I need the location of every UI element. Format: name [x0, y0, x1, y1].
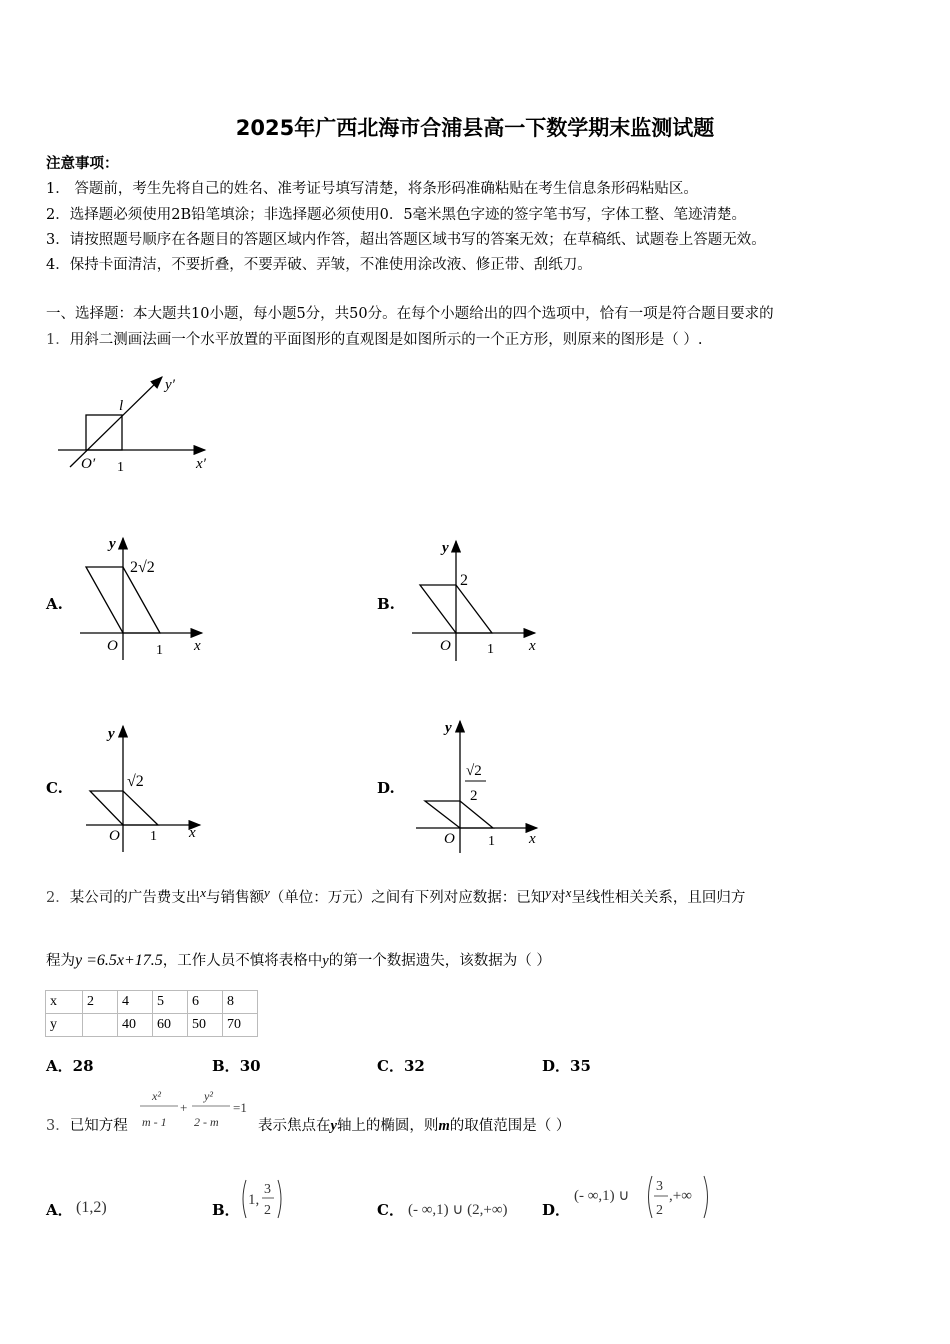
data-table — [45, 990, 258, 1037]
table-cell: 8 — [223, 991, 258, 1014]
tick-label: 1 — [156, 643, 163, 658]
axis-label-x: x — [529, 831, 536, 847]
origin-label: O — [109, 828, 120, 844]
question-text: （单位：万元）之间有下列对应数据：已知 — [269, 890, 546, 906]
fraction-numerator: 3 — [656, 1179, 663, 1194]
question-2 — [46, 886, 745, 907]
question-text: 已知方程 — [69, 1118, 128, 1134]
question-text: 呈线性相关关系，且回归方 — [571, 890, 746, 906]
height-label: √2 — [127, 773, 144, 790]
table-cell — [83, 1014, 118, 1037]
fraction-numerator: x² — [152, 1089, 161, 1103]
option-label[interactable]: D． — [542, 1201, 571, 1219]
option-label[interactable]: C． — [377, 1201, 404, 1219]
variable: y — [545, 885, 552, 900]
option-b[interactable] — [212, 1055, 261, 1076]
option-a-value[interactable]: (1,2) — [76, 1199, 107, 1216]
q1-figure — [50, 365, 230, 480]
option-d-value[interactable] — [572, 1172, 717, 1222]
option-label: A． — [46, 1057, 73, 1075]
option-label[interactable]: C. — [46, 779, 63, 797]
question-2-line-2 — [46, 949, 551, 970]
option-a-figure[interactable] — [80, 532, 220, 662]
axis-label-y: y — [109, 536, 116, 552]
question-text: ，工作人员不慎将表格中 — [162, 953, 323, 969]
option-value: 30 — [239, 1057, 261, 1075]
option-label[interactable]: A． — [46, 1201, 73, 1219]
option-label[interactable]: B. — [377, 595, 395, 613]
table-cell: 70 — [223, 1014, 258, 1037]
axis-label-y: y — [442, 540, 449, 556]
height-label: 2√2 — [130, 559, 155, 576]
equals-one: =1 — [233, 1100, 247, 1115]
option-value: 28 — [72, 1057, 94, 1075]
option-a[interactable] — [46, 1055, 94, 1076]
origin-label: O — [444, 831, 455, 847]
axis-label-x: x′ — [196, 456, 206, 472]
height-label: 2 — [460, 572, 468, 589]
option-b-value[interactable] — [238, 1176, 288, 1222]
height-denominator: 2 — [470, 788, 478, 804]
fraction-numerator: y² — [204, 1089, 213, 1103]
notice-heading: 注意事项： — [46, 155, 119, 172]
plus-sign: + — [180, 1100, 188, 1115]
section-heading: 一、选择题：本大题共10小题，每小题5分，共50分。在每个小题给出的四个选项中，恰有一项是符合题目要求的 — [46, 306, 774, 322]
option-label[interactable]: B． — [212, 1201, 240, 1219]
question-number: 3． — [46, 1118, 70, 1134]
table-cell: y — [46, 1014, 83, 1037]
option-label: D． — [542, 1057, 571, 1075]
question-3-tail — [258, 1114, 570, 1135]
option-value: 35 — [570, 1057, 591, 1075]
table-cell: 40 — [118, 1014, 153, 1037]
question-text: 用斜二测画法画一个水平放置的平面图形的直观图是如图所示的一个正方形，则原来的图形是（ ）. — [69, 332, 703, 348]
option-label[interactable]: A. — [46, 595, 63, 613]
interval-start: (- ∞,1) ∪ — [574, 1188, 630, 1204]
question-text: 表示焦点在 — [258, 1118, 331, 1134]
fraction-denominator: 2 — [656, 1203, 663, 1218]
notice-item: 2．选择题必须使用2B铅笔填涂；非选择题必须使用0．5毫米黑色字迹的签字笔书写，字体工整、笔迹清楚。 — [46, 207, 747, 223]
option-c[interactable] — [377, 1055, 425, 1076]
variable: y — [322, 953, 329, 969]
option-label[interactable]: D. — [377, 779, 395, 797]
option-value: 32 — [403, 1057, 425, 1075]
table-row — [46, 1014, 258, 1037]
question-1 — [46, 328, 702, 349]
axis-label-y: y — [108, 726, 115, 742]
axis-label-x: x — [194, 638, 201, 654]
notice-item: 1． 答题前，考生先将自己的姓名、准考证号填写清楚，将条形码准确粘贴在考生信息条形码粘贴区。 — [46, 181, 698, 197]
origin-label: O — [107, 638, 118, 654]
variable: x — [200, 885, 207, 900]
variable: m — [438, 1118, 450, 1134]
question-text: 轴上的椭圆，则 — [336, 1118, 439, 1134]
variable: x — [565, 885, 572, 900]
table-cell: 4 — [118, 991, 153, 1014]
axis-label-x: x — [189, 825, 196, 841]
option-d[interactable] — [542, 1055, 591, 1076]
question-number: 2． — [46, 890, 70, 906]
axis-label-y: y — [445, 720, 452, 736]
variable: y — [264, 885, 270, 900]
question-text: 的第一个数据遗失，该数据为（ ） — [328, 953, 551, 969]
tick-label: 1 — [117, 460, 124, 475]
table-cell: 6 — [188, 991, 223, 1014]
question-text: 与销售额 — [206, 890, 265, 906]
axis-label-x: x — [529, 638, 536, 654]
question-text: 对 — [551, 890, 566, 906]
origin-label: O′ — [81, 456, 96, 472]
notice-item: 3．请按照题号顺序在各题目的答题区域内作答，超出答题区域书写的答案无效；在草稿纸、试题卷上答题无效。 — [46, 232, 766, 248]
fraction-denominator: 2 — [264, 1203, 271, 1218]
table-cell: 2 — [83, 991, 118, 1014]
table-row — [46, 991, 258, 1014]
question-text: 的取值范围是（ ） — [449, 1118, 571, 1134]
height-numerator: √2 — [466, 763, 482, 779]
question-text: 程为 — [46, 953, 75, 969]
fraction-denominator: 2 - m — [194, 1115, 219, 1129]
tick-label: 1 — [487, 642, 494, 657]
notice-item: 4．保持卡面清洁，不要折叠，不要弄破、弄皱，不准使用涂改液、修正带、刮纸刀。 — [46, 257, 592, 273]
option-label: C． — [377, 1057, 404, 1075]
fraction-numerator: 3 — [264, 1182, 271, 1197]
table-cell: 5 — [153, 991, 188, 1014]
tick-label: 1 — [488, 834, 495, 849]
fraction-denominator: m - 1 — [142, 1115, 167, 1129]
side-label: l — [119, 398, 124, 414]
question-number: 1． — [46, 332, 70, 348]
option-d-figure[interactable] — [412, 715, 547, 855]
option-b-figure[interactable] — [410, 535, 550, 665]
axis-label-y: y′ — [165, 377, 175, 393]
interval-start: 1, — [248, 1192, 260, 1208]
origin-label: O — [440, 638, 451, 654]
tick-label: 1 — [150, 829, 157, 844]
regression-equation: y =6.5x+17.5 — [75, 952, 163, 969]
table-cell: 60 — [153, 1014, 188, 1037]
option-label: B． — [212, 1057, 240, 1075]
question-text: 某公司的广告费支出 — [69, 890, 201, 906]
variable: y — [330, 1118, 337, 1134]
option-c-value[interactable]: (- ∞,1) ∪ (2,+∞) — [408, 1202, 508, 1218]
table-cell: x — [46, 991, 83, 1014]
q3-equation — [136, 1086, 261, 1132]
interval-end: ,+∞ — [669, 1188, 692, 1204]
table-cell: 50 — [188, 1014, 223, 1037]
page-title: 2025年广西北海市合浦县高一下数学期末监测试题 — [235, 116, 715, 140]
option-c-figure[interactable] — [82, 720, 212, 855]
question-3 — [46, 1114, 128, 1135]
